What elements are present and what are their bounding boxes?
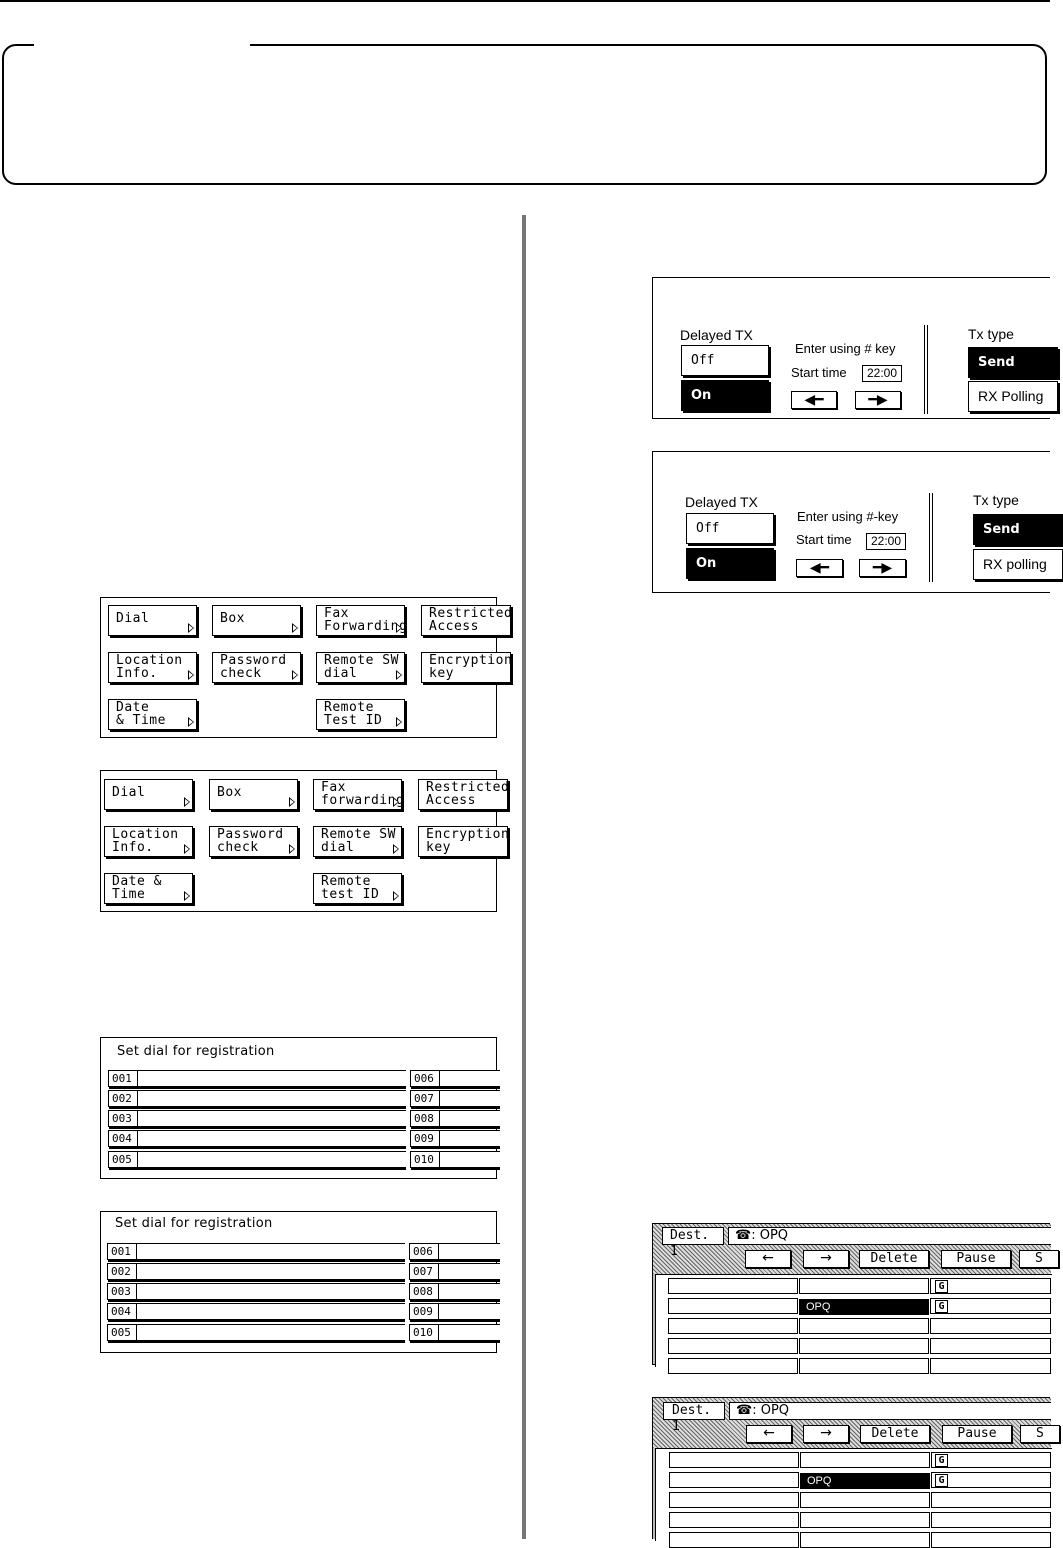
grid-cell[interactable] <box>931 1512 1051 1528</box>
grid-cell[interactable] <box>669 1512 799 1528</box>
pause-button[interactable]: Pause <box>942 1425 1012 1443</box>
grid-cell[interactable] <box>669 1492 799 1508</box>
destination-panel-1 <box>652 1223 1050 1365</box>
send-button[interactable]: Send <box>968 347 1058 378</box>
group-badge: G <box>935 1474 948 1487</box>
location-info-button[interactable]: Location Info. <box>108 652 197 683</box>
grid-cell[interactable] <box>800 1492 930 1508</box>
restricted-access-button[interactable]: Restricted Access <box>418 779 508 810</box>
start-time-field[interactable]: 22:00 <box>866 533 906 550</box>
separator <box>929 493 933 582</box>
grid-cell[interactable] <box>930 1358 1051 1374</box>
arrow-icon <box>188 670 194 680</box>
grid-cell[interactable] <box>931 1472 1051 1488</box>
arrow-icon <box>188 623 194 633</box>
arrow-icon <box>396 717 402 727</box>
grid-cell[interactable] <box>799 1358 929 1374</box>
dial-row-001[interactable]: 001 <box>108 1070 406 1087</box>
dest-tab[interactable]: Dest. 1 <box>663 1402 725 1420</box>
dial-row-005[interactable]: 005 <box>108 1151 406 1168</box>
dial-row-006[interactable]: 006 <box>410 1070 500 1087</box>
arrow-icon <box>393 891 399 901</box>
delayed-tx-panel-1 <box>652 277 1050 419</box>
encryption-key-button[interactable]: Encryption key <box>421 652 511 683</box>
delayed-off-button[interactable]: Off <box>681 345 769 376</box>
grid-cell[interactable] <box>668 1358 798 1374</box>
arrow-icon <box>396 670 402 680</box>
password-check-button[interactable]: Password check <box>212 652 301 683</box>
remote-sw-dial-button[interactable]: Remote SW dial <box>316 652 405 683</box>
selected-cell[interactable]: OPQ <box>800 1473 930 1489</box>
start-time-field[interactable]: 22:00 <box>862 365 902 382</box>
tx-type-label: Tx type <box>968 326 1014 342</box>
note-box-title-gap <box>34 40 250 48</box>
dial-row-004[interactable]: 004 <box>107 1303 405 1320</box>
remote-test-id-button[interactable]: Remote test ID <box>313 873 402 904</box>
grid-cell[interactable] <box>799 1278 929 1294</box>
dial-row-006[interactable]: 006 <box>409 1243 500 1260</box>
arrow-icon <box>292 623 298 633</box>
settings-menu-panel-2 <box>100 770 510 912</box>
arrow-icon <box>393 797 399 807</box>
dial-row-003[interactable]: 003 <box>108 1110 406 1127</box>
grid-cell[interactable] <box>799 1338 929 1354</box>
remote-test-id-button[interactable]: Remote Test ID <box>316 699 405 730</box>
grid-cell[interactable] <box>668 1298 798 1314</box>
group-badge: G <box>935 1280 948 1293</box>
grid-cell[interactable] <box>800 1532 930 1548</box>
location-info-button[interactable]: Location Info. <box>104 826 193 857</box>
grid-cell[interactable] <box>930 1318 1051 1334</box>
dest-tab[interactable]: Dest. 1 <box>662 1227 724 1245</box>
dial-row-004[interactable]: 004 <box>108 1130 406 1147</box>
dial-row-002[interactable]: 002 <box>108 1090 406 1107</box>
left-arrow-button[interactable]: ◀━ <box>796 559 843 577</box>
date-time-button[interactable]: Date & Time <box>104 873 193 904</box>
box-button[interactable]: Box <box>209 779 298 810</box>
grid-cell[interactable] <box>930 1278 1051 1294</box>
grid-cell[interactable] <box>669 1532 799 1548</box>
password-check-button[interactable]: Password check <box>209 826 298 857</box>
arrow-icon <box>289 797 295 807</box>
note-box <box>2 44 1047 185</box>
fax-forwarding-button[interactable]: Fax forwarding <box>313 779 402 810</box>
phone-display: ☎: OPQ <box>729 1402 1051 1420</box>
rx-polling-button[interactable]: RX polling <box>973 549 1063 580</box>
arrow-icon <box>188 717 194 727</box>
remote-sw-dial-button[interactable]: Remote SW dial <box>313 826 402 857</box>
dial-row-008[interactable]: 008 <box>410 1110 500 1127</box>
top-rule <box>0 0 1050 2</box>
arrow-icon <box>396 623 402 633</box>
separator <box>924 325 928 414</box>
dial-row-002[interactable]: 002 <box>107 1263 405 1280</box>
encryption-key-button[interactable]: Encryption key <box>418 826 508 857</box>
arrow-icon <box>393 844 399 854</box>
grid-cell[interactable] <box>931 1452 1051 1468</box>
dial-row-008[interactable]: 008 <box>409 1283 500 1300</box>
phone-icon: ☎ <box>735 1228 752 1243</box>
right-arrow-button[interactable]: ━▶ <box>859 559 906 577</box>
dial-registration-panel-2 <box>100 1211 497 1353</box>
enter-instruction: Enter using # key <box>795 341 896 356</box>
restricted-access-button[interactable]: Restricted Access <box>421 605 511 636</box>
grid-cell[interactable] <box>668 1338 798 1354</box>
left-arrow-button[interactable]: ← <box>745 1250 791 1268</box>
grid-cell[interactable] <box>930 1298 1051 1314</box>
enter-instruction: Enter using #-key <box>797 509 899 524</box>
destination-panel-2 <box>652 1397 1050 1539</box>
delayed-off-button[interactable]: Off <box>686 513 774 544</box>
column-divider <box>522 215 526 1539</box>
grid-cell[interactable] <box>799 1318 929 1334</box>
group-badge: G <box>935 1454 948 1467</box>
dial-row-009[interactable]: 009 <box>410 1130 500 1147</box>
truncated-button[interactable]: S <box>1020 1425 1060 1443</box>
delayed-tx-label: Delayed TX <box>685 494 758 510</box>
group-badge: G <box>935 1300 948 1313</box>
panel-title: Set dial for registration <box>117 1044 275 1059</box>
delayed-tx-label: Delayed TX <box>680 327 753 343</box>
grid-cell[interactable] <box>668 1278 798 1294</box>
dial-row-007[interactable]: 007 <box>409 1263 500 1280</box>
phone-icon: ☎ <box>736 1403 753 1418</box>
tx-type-label: Tx type <box>973 492 1019 508</box>
right-arrow-button[interactable]: → <box>803 1250 849 1268</box>
send-button[interactable]: Send <box>973 514 1063 545</box>
fax-forwarding-button[interactable]: Fax Forwarding <box>316 605 405 636</box>
dial-row-010[interactable]: 010 <box>410 1151 500 1168</box>
start-time-label: Start time <box>791 365 847 380</box>
panel-title: Set dial for registration <box>115 1216 273 1231</box>
arrow-icon <box>184 844 190 854</box>
date-time-button[interactable]: Date & Time <box>108 699 197 730</box>
left-arrow-button[interactable]: ← <box>746 1425 792 1443</box>
rx-polling-button[interactable]: RX Polling <box>968 381 1058 412</box>
dial-row-003[interactable]: 003 <box>107 1283 405 1300</box>
right-arrow-button[interactable]: ━▶ <box>855 391 901 409</box>
arrow-icon <box>184 891 190 901</box>
arrow-icon <box>292 670 298 680</box>
grid-cell[interactable] <box>930 1338 1051 1354</box>
right-arrow-button[interactable]: → <box>803 1425 849 1443</box>
grid-cell[interactable] <box>931 1532 1051 1548</box>
dial-row-007[interactable]: 007 <box>410 1090 500 1107</box>
delayed-on-button[interactable]: On <box>686 548 774 579</box>
delete-button[interactable]: Delete <box>859 1250 929 1268</box>
selected-cell[interactable]: OPQ <box>799 1299 929 1315</box>
box-button[interactable]: Box <box>212 605 301 636</box>
grid-cell[interactable] <box>931 1492 1051 1508</box>
dial-row-001[interactable]: 001 <box>107 1243 405 1260</box>
dial-registration-panel-1 <box>100 1037 497 1179</box>
grid-cell[interactable] <box>669 1472 799 1488</box>
dial-row-009[interactable]: 009 <box>409 1303 500 1320</box>
left-arrow-button[interactable]: ◀━ <box>791 391 837 409</box>
dial-button[interactable]: Dial <box>108 605 197 636</box>
grid-cell[interactable] <box>800 1512 930 1528</box>
arrow-icon <box>184 797 190 807</box>
dial-button[interactable]: Dial <box>104 779 193 810</box>
grid-cell[interactable] <box>669 1452 799 1468</box>
pause-button[interactable]: Pause <box>941 1250 1011 1268</box>
start-time-label: Start time <box>796 532 852 547</box>
delete-button[interactable]: Delete <box>860 1425 930 1443</box>
grid-cell[interactable] <box>800 1452 930 1468</box>
phone-display: ☎: OPQ <box>728 1227 1051 1245</box>
grid-cell[interactable] <box>668 1318 798 1334</box>
dial-row-005[interactable]: 005 <box>107 1324 405 1341</box>
delayed-tx-panel-2 <box>652 451 1050 593</box>
arrow-icon <box>289 844 295 854</box>
truncated-button[interactable]: S <box>1019 1250 1059 1268</box>
delayed-on-button[interactable]: On <box>681 380 769 411</box>
settings-menu-panel-1 <box>100 597 513 738</box>
dial-row-010[interactable]: 010 <box>409 1324 500 1341</box>
